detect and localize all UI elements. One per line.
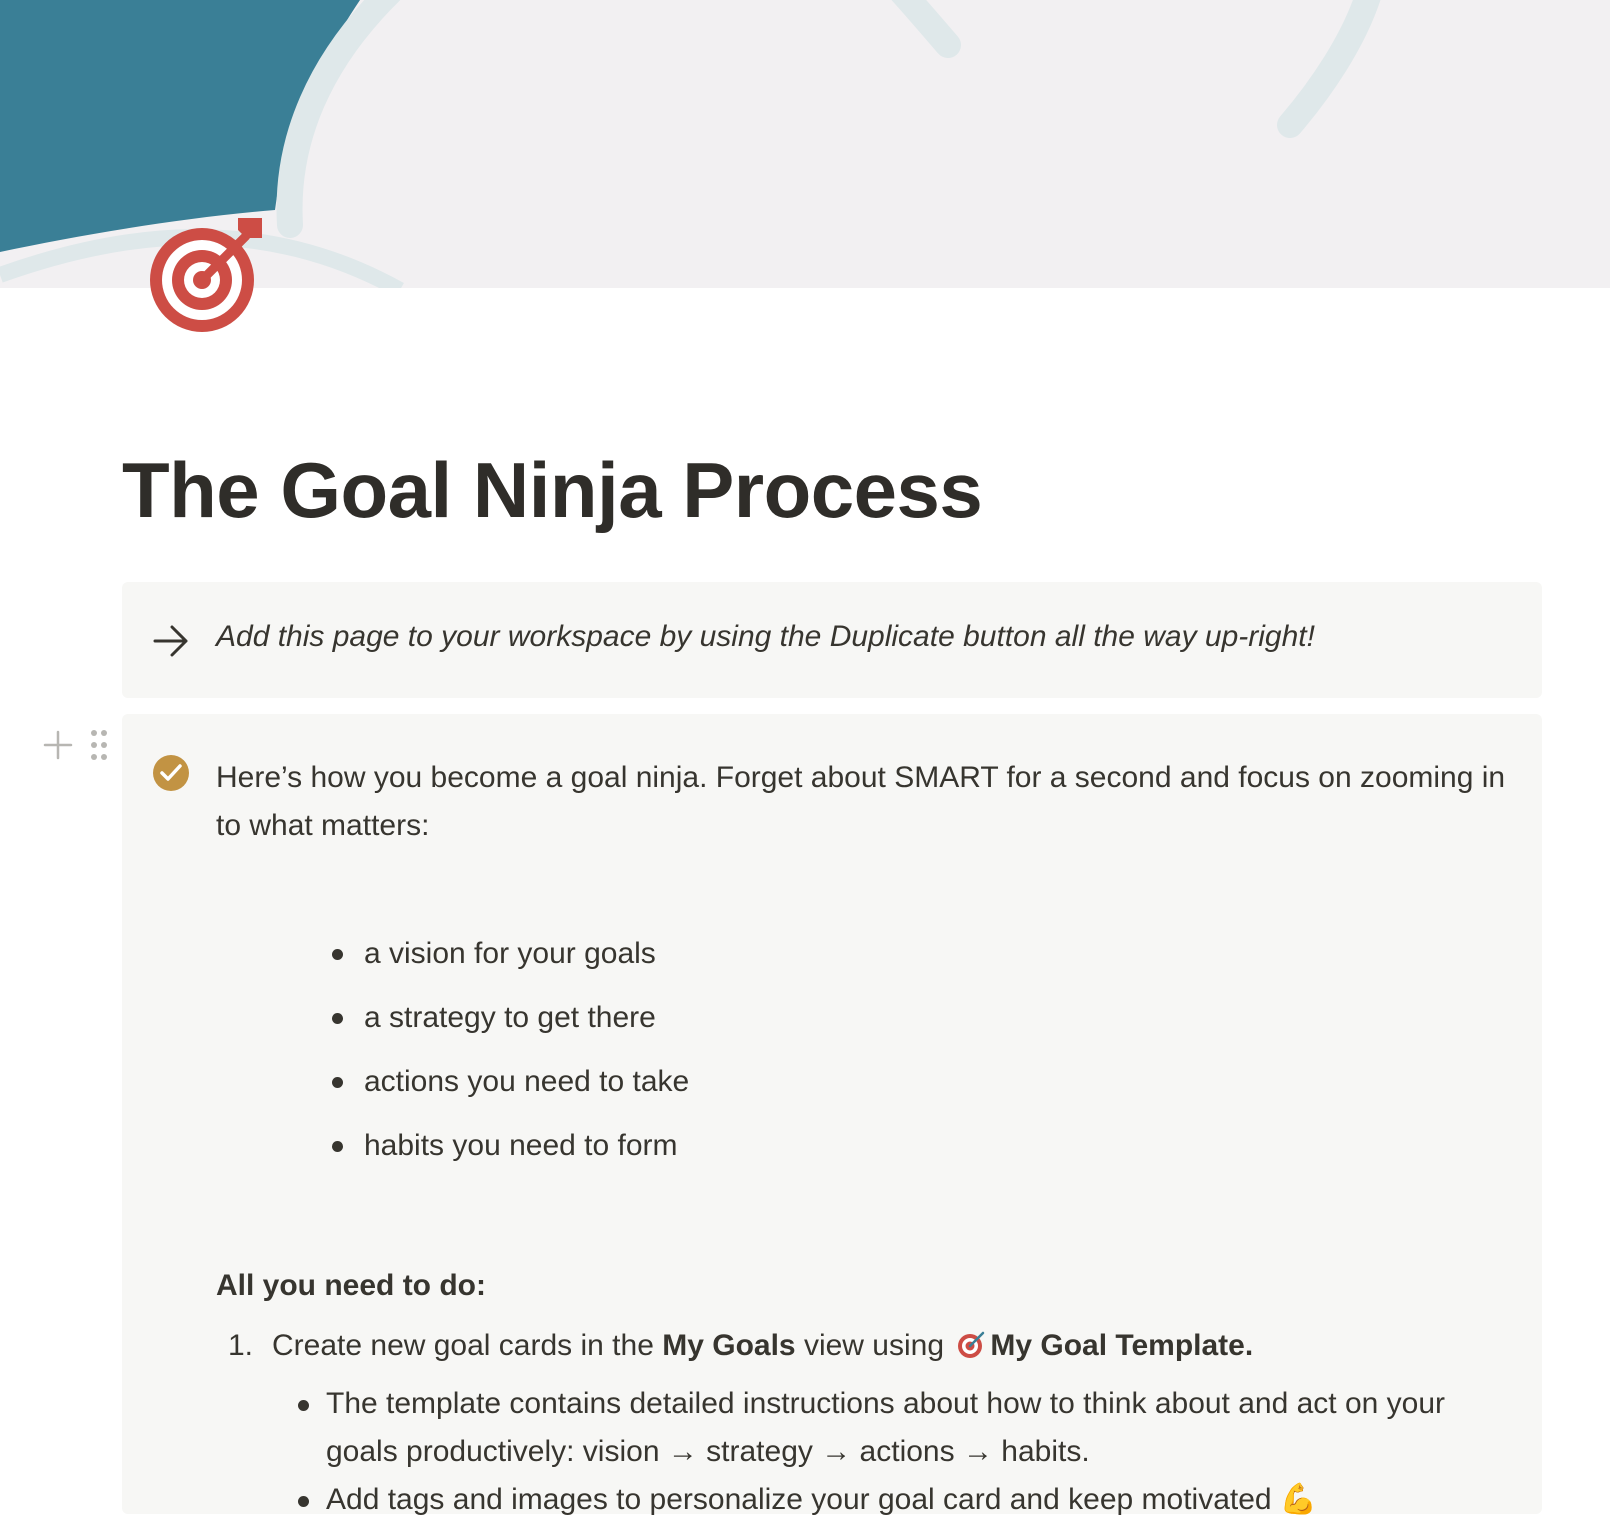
drag-handle-icon	[91, 730, 107, 760]
goal-template-link[interactable]: My Goal Template.	[990, 1329, 1254, 1362]
arrow-right-icon	[152, 622, 190, 660]
bullet-icon	[298, 1496, 309, 1507]
target-icon[interactable]	[138, 212, 268, 342]
list-item[interactable]: actions you need to take	[326, 1050, 689, 1114]
callout-intro: Here’s how you become a goal ninja. Forget about SMART for a second and focus on zooming in to what matters:	[216, 761, 1506, 842]
step-number: 1.	[228, 1329, 254, 1362]
callout-body: Here’s how you become a goal ninja. Forget about SMART for a second and focus on zooming in to what matters: a vision for your goals a strategy to get there actions you need to take habits you need to form All you need to do: 1. Create new goal cards in the My Goals view using My Goal Template. The template contains detailed instructions about how to think about and act on your goals productively: vision → strategy → actions → habits. Add tags and images to personalize your goal card and keep motivated 💪	[216, 754, 1506, 850]
bullet-icon	[332, 1013, 343, 1024]
list-item[interactable]: a vision for your goals	[326, 922, 689, 986]
list-item[interactable]: The template contains detailed instructions about how to think about and act on your goals productively: vision → strategy → actions → habits.	[326, 1380, 1506, 1476]
list-item[interactable]: Add tags and images to personalize your goal card and keep motivated 💪	[326, 1476, 1506, 1524]
todo-heading: All you need to do:	[216, 1269, 486, 1302]
bullet-icon	[298, 1400, 309, 1411]
list-item[interactable]: a strategy to get there	[326, 986, 689, 1050]
add-block-icon	[45, 732, 71, 758]
bullet-icon	[332, 1141, 343, 1152]
list-item[interactable]: habits you need to form	[326, 1114, 689, 1178]
block-handle	[42, 728, 122, 762]
check-circle-icon	[152, 754, 190, 792]
goal-ninja-callout[interactable]	[122, 714, 1542, 1514]
target-icon	[956, 1327, 986, 1357]
duplicate-callout[interactable]	[122, 582, 1542, 698]
duplicate-callout-text: Add this page to your workspace by using the Duplicate button all the way up-right!	[216, 620, 1315, 653]
my-goals-link[interactable]: My Goals	[662, 1329, 796, 1362]
goal-elements-list	[326, 922, 689, 1178]
bullet-icon	[332, 949, 343, 960]
page-title[interactable]: The Goal Ninja Process	[122, 446, 983, 534]
bullet-icon	[332, 1077, 343, 1088]
